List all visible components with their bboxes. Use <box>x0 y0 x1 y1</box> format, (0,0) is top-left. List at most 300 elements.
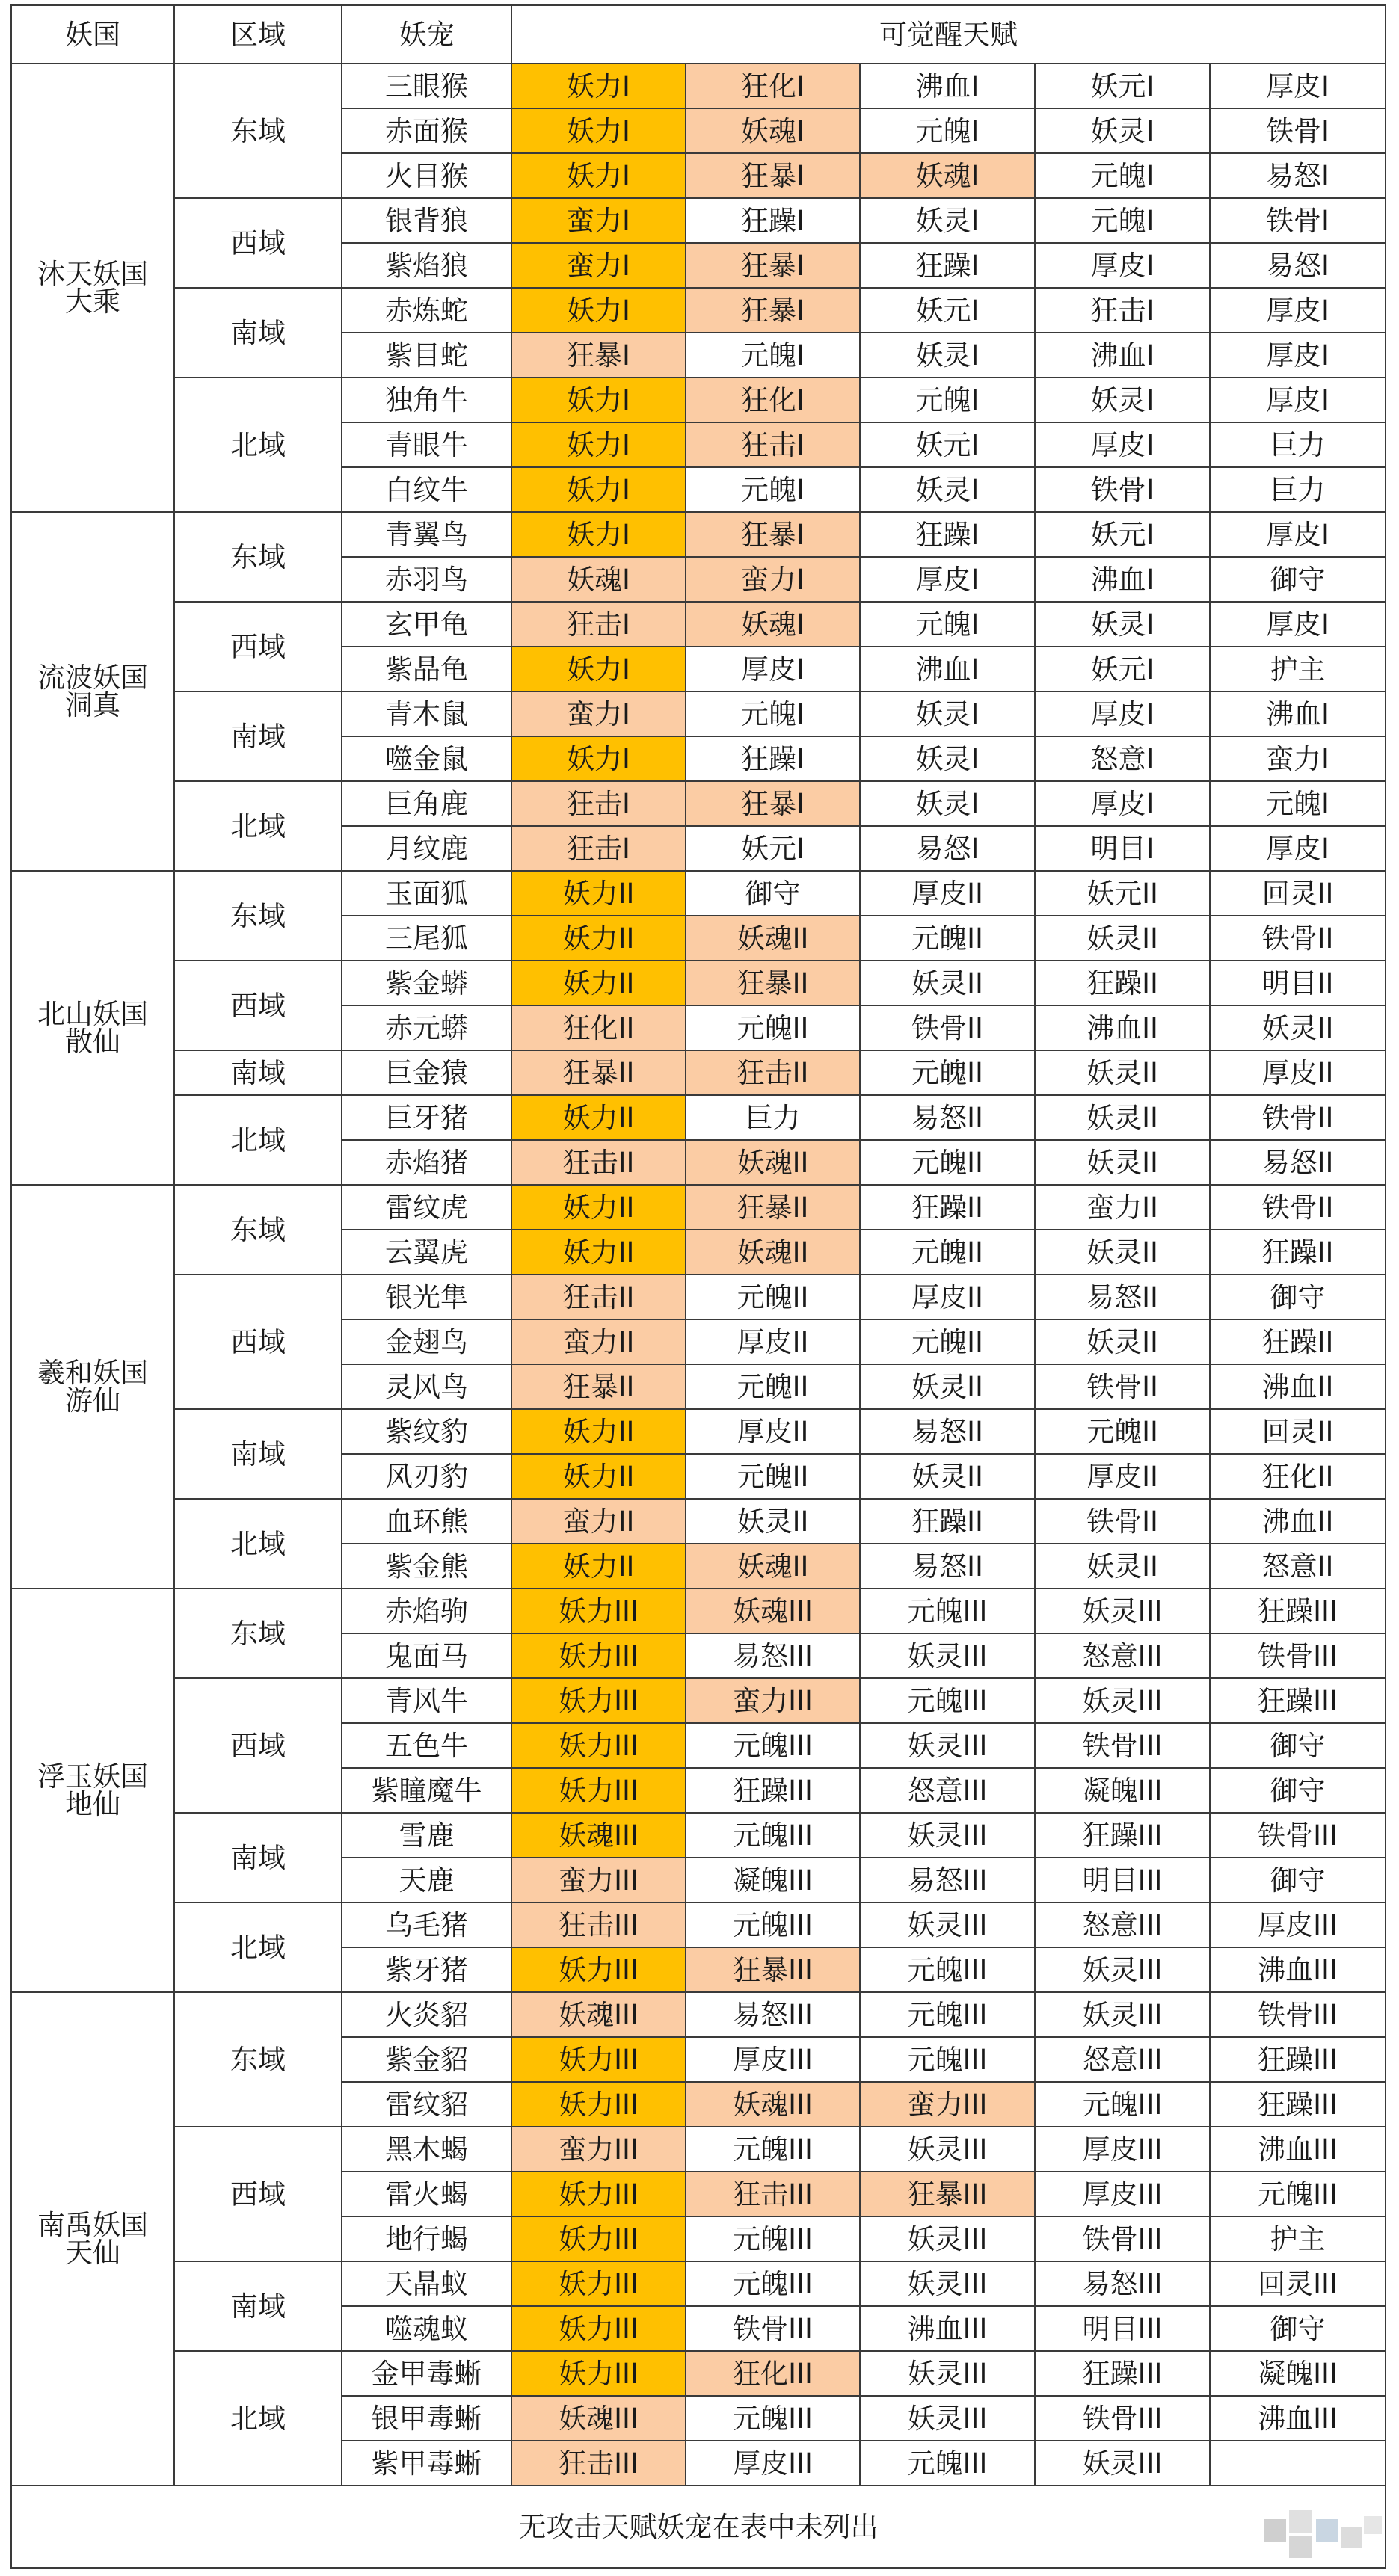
pet-name-cell: 金翅鸟 <box>342 1319 511 1364</box>
talent-cell: 妖灵III <box>860 1723 1035 1768</box>
talent-cell: 元魄III <box>860 1678 1035 1723</box>
talent-cell: 铁骨III <box>1035 2396 1210 2441</box>
talent-cell: 妖力III <box>511 2216 686 2261</box>
talent-cell <box>1210 2441 1386 2486</box>
talent-cell: 狂躁III <box>1210 1589 1386 1633</box>
talent-cell: 元魄III <box>860 1947 1035 1992</box>
talent-cell: 铁骨III <box>686 2306 860 2351</box>
talent-cell: 蛮力I <box>511 691 686 736</box>
talent-cell: 妖魂II <box>686 1140 860 1185</box>
kingdom-cell: 南禹妖国 天仙 <box>11 1992 174 2486</box>
pet-name-cell: 青木鼠 <box>342 691 511 736</box>
talent-cell: 妖魂III <box>511 2396 686 2441</box>
talent-cell: 妖力III <box>511 2037 686 2082</box>
talent-cell: 元魄III <box>686 2396 860 2441</box>
pet-name-cell: 赤面猴 <box>342 108 511 153</box>
pet-name-cell: 乌毛猪 <box>342 1902 511 1947</box>
talent-cell: 妖灵II <box>1035 916 1210 961</box>
talent-cell: 妖力I <box>511 64 686 108</box>
pet-name-cell: 紫目蛇 <box>342 333 511 378</box>
talent-cell: 易怒I <box>1210 243 1386 288</box>
region-cell: 南域 <box>174 1409 342 1499</box>
talent-cell: 怒意III <box>860 1768 1035 1813</box>
talent-cell: 厚皮II <box>860 1275 1035 1319</box>
talent-cell: 凝魄III <box>1210 2351 1386 2396</box>
region-cell: 东域 <box>174 1992 342 2127</box>
talent-cell: 狂击I <box>686 422 860 467</box>
talent-cell: 凝魄III <box>1035 1768 1210 1813</box>
talent-cell: 妖灵II <box>860 1364 1035 1409</box>
talent-cell: 沸血III <box>860 2306 1035 2351</box>
region-cell: 东域 <box>174 871 342 961</box>
talent-cell: 妖灵III <box>1035 2441 1210 2486</box>
pet-name-cell: 赤焰猪 <box>342 1140 511 1185</box>
talent-cell: 元魄I <box>1210 781 1386 826</box>
talent-cell: 妖力III <box>511 1723 686 1768</box>
talent-cell: 沸血III <box>1210 1947 1386 1992</box>
talent-cell: 御守 <box>1210 557 1386 602</box>
talent-cell: 妖灵III <box>860 1902 1035 1947</box>
region-cell: 南域 <box>174 1050 342 1095</box>
talent-cell: 怒意III <box>1035 1633 1210 1678</box>
talent-cell: 元魄I <box>686 333 860 378</box>
talent-cell: 妖元II <box>1035 871 1210 916</box>
talent-cell: 妖力III <box>511 1768 686 1813</box>
talent-cell: 狂躁III <box>1210 1678 1386 1723</box>
talent-cell: 铁骨II <box>1035 1499 1210 1544</box>
kingdom-cell: 沐天妖国 大乘 <box>11 64 174 512</box>
talent-cell: 沸血I <box>860 64 1035 108</box>
talent-cell: 妖力I <box>511 422 686 467</box>
pet-name-cell: 巨角鹿 <box>342 781 511 826</box>
talent-cell: 御守 <box>686 871 860 916</box>
talent-cell: 元魄III <box>686 1723 860 1768</box>
talent-cell: 蛮力III <box>686 1678 860 1723</box>
talent-cell: 妖魂I <box>686 108 860 153</box>
talent-cell: 妖灵I <box>860 736 1035 781</box>
talent-cell: 元魄III <box>686 2127 860 2172</box>
talent-cell: 巨力 <box>686 1095 860 1140</box>
pet-name-cell: 巨牙猪 <box>342 1095 511 1140</box>
pet-name-cell: 紫金蟒 <box>342 961 511 1005</box>
talent-cell: 狂击II <box>686 1050 860 1095</box>
talent-cell: 狂躁III <box>1210 2082 1386 2127</box>
talent-cell: 妖灵II <box>1035 1544 1210 1589</box>
talent-cell: 妖灵III <box>860 2127 1035 2172</box>
pet-name-cell: 紫焰狼 <box>342 243 511 288</box>
talent-cell: 铁骨III <box>1035 1723 1210 1768</box>
talent-cell: 妖魂III <box>686 2082 860 2127</box>
talent-cell: 厚皮III <box>686 2037 860 2082</box>
talent-cell: 沸血II <box>1035 1005 1210 1050</box>
talent-cell: 狂躁I <box>860 512 1035 557</box>
talent-cell: 蛮力I <box>511 243 686 288</box>
talent-cell: 狂躁I <box>686 736 860 781</box>
talent-cell: 妖元I <box>860 422 1035 467</box>
header-pet: 妖宠 <box>342 5 511 64</box>
pet-name-cell: 独角牛 <box>342 378 511 422</box>
talent-cell: 铁骨III <box>1210 1992 1386 2037</box>
pet-name-cell: 赤焰驹 <box>342 1589 511 1633</box>
pet-name-cell: 三眼猴 <box>342 64 511 108</box>
pet-name-cell: 黑木蝎 <box>342 2127 511 2172</box>
pet-name-cell: 银光隼 <box>342 1275 511 1319</box>
talent-cell: 妖灵III <box>860 1813 1035 1858</box>
pet-name-cell: 青翼鸟 <box>342 512 511 557</box>
pet-name-cell: 火目猴 <box>342 153 511 198</box>
talent-cell: 狂击III <box>511 2441 686 2486</box>
talent-cell: 妖力I <box>511 153 686 198</box>
talent-cell: 沸血I <box>860 647 1035 691</box>
talent-cell: 狂躁III <box>1035 2351 1210 2396</box>
talent-cell: 铁骨I <box>1035 467 1210 512</box>
talent-cell: 铁骨II <box>1035 1364 1210 1409</box>
talent-cell: 易怒III <box>686 1633 860 1678</box>
talent-cell: 狂躁II <box>1210 1319 1386 1364</box>
talent-cell: 妖力II <box>511 961 686 1005</box>
talent-table <box>10 4 1386 2569</box>
region-cell: 北域 <box>174 1499 342 1589</box>
pet-name-cell: 玄甲龟 <box>342 602 511 647</box>
talent-cell: 厚皮II <box>860 871 1035 916</box>
talent-cell: 厚皮II <box>686 1409 860 1454</box>
footer-note: 无攻击天赋妖宠在表中未列出 <box>11 2486 1386 2568</box>
talent-cell: 元魄II <box>686 1454 860 1499</box>
talent-cell: 巨力 <box>1210 422 1386 467</box>
talent-cell: 蛮力II <box>511 1499 686 1544</box>
talent-cell: 沸血I <box>1035 557 1210 602</box>
talent-table-wrapper <box>10 4 1385 2569</box>
talent-cell: 妖力III <box>511 2351 686 2396</box>
table-row <box>11 691 1386 736</box>
talent-cell: 元魄III <box>686 1902 860 1947</box>
table-row <box>11 1050 1386 1095</box>
footer-row <box>11 2486 1386 2568</box>
talent-cell: 妖魂II <box>686 916 860 961</box>
talent-cell: 妖灵II <box>1035 1095 1210 1140</box>
pet-name-cell: 雷纹虎 <box>342 1185 511 1230</box>
table-row <box>11 1185 1386 1230</box>
talent-cell: 元魄III <box>686 1813 860 1858</box>
talent-cell: 易怒III <box>1035 2261 1210 2306</box>
talent-cell: 元魄II <box>860 1140 1035 1185</box>
talent-cell: 妖力II <box>511 1095 686 1140</box>
talent-cell: 怒意III <box>1035 1902 1210 1947</box>
region-cell: 南域 <box>174 691 342 781</box>
talent-cell: 厚皮I <box>1035 243 1210 288</box>
table-row <box>11 2261 1386 2306</box>
talent-cell: 妖力III <box>511 1947 686 1992</box>
talent-cell: 妖力II <box>511 1409 686 1454</box>
region-cell: 北域 <box>174 781 342 871</box>
talent-cell: 厚皮I <box>1210 333 1386 378</box>
header-kingdom: 妖国 <box>11 5 174 64</box>
talent-cell: 元魄I <box>1035 198 1210 243</box>
talent-cell: 沸血III <box>1210 2396 1386 2441</box>
region-cell: 北域 <box>174 2351 342 2486</box>
kingdom-cell: 羲和妖国 游仙 <box>11 1185 174 1589</box>
table-row <box>11 512 1386 557</box>
talent-cell: 妖力III <box>511 1678 686 1723</box>
pet-name-cell: 紫金貂 <box>342 2037 511 2082</box>
pet-name-cell: 紫牙猪 <box>342 1947 511 1992</box>
talent-cell: 妖灵II <box>1035 1319 1210 1364</box>
talent-cell: 沸血III <box>1210 2127 1386 2172</box>
talent-cell: 妖元I <box>860 288 1035 333</box>
talent-cell: 厚皮II <box>686 1319 860 1364</box>
talent-cell: 御守 <box>1210 1768 1386 1813</box>
pet-name-cell: 紫金熊 <box>342 1544 511 1589</box>
pet-name-cell: 月纹鹿 <box>342 826 511 871</box>
table-row <box>11 1409 1386 1454</box>
talent-cell: 妖力II <box>511 1454 686 1499</box>
talent-cell: 怒意I <box>1035 736 1210 781</box>
talent-cell: 明目I <box>1035 826 1210 871</box>
pet-name-cell: 云翼虎 <box>342 1230 511 1275</box>
talent-cell: 妖力I <box>511 108 686 153</box>
table-row <box>11 1499 1386 1544</box>
pet-name-cell: 青风牛 <box>342 1678 511 1723</box>
talent-cell: 狂击II <box>511 1140 686 1185</box>
talent-cell: 妖力II <box>511 1230 686 1275</box>
pet-name-cell: 噬金鼠 <box>342 736 511 781</box>
talent-cell: 蛮力II <box>1035 1185 1210 1230</box>
table-row <box>11 961 1386 1005</box>
region-cell: 南域 <box>174 288 342 378</box>
header-region: 区域 <box>174 5 342 64</box>
pet-name-cell: 三尾狐 <box>342 916 511 961</box>
talent-cell: 狂击III <box>686 2172 860 2216</box>
talent-cell: 元魄II <box>686 1005 860 1050</box>
talent-cell: 厚皮I <box>860 557 1035 602</box>
region-cell: 南域 <box>174 2261 342 2351</box>
talent-cell: 妖灵II <box>860 961 1035 1005</box>
talent-cell: 妖力II <box>511 871 686 916</box>
pet-name-cell: 白纹牛 <box>342 467 511 512</box>
talent-cell: 元魄II <box>860 916 1035 961</box>
talent-cell: 妖灵II <box>1035 1050 1210 1095</box>
talent-cell: 蛮力III <box>860 2082 1035 2127</box>
talent-cell: 元魄II <box>686 1364 860 1409</box>
talent-cell: 妖元I <box>1035 64 1210 108</box>
talent-cell: 妖魂I <box>511 557 686 602</box>
talent-cell: 易怒II <box>1210 1140 1386 1185</box>
talent-cell: 妖魂I <box>686 602 860 647</box>
pet-name-cell: 紫瞳魔牛 <box>342 1768 511 1813</box>
talent-cell: 狂化II <box>511 1005 686 1050</box>
talent-cell: 妖灵II <box>1035 1230 1210 1275</box>
region-cell: 西域 <box>174 1678 342 1813</box>
talent-cell: 元魄I <box>860 602 1035 647</box>
talent-cell: 怒意III <box>1035 2037 1210 2082</box>
talent-cell: 元魄I <box>1035 153 1210 198</box>
talent-cell: 妖灵I <box>860 781 1035 826</box>
talent-cell: 妖灵III <box>1035 1589 1210 1633</box>
table-row <box>11 1095 1386 1140</box>
talent-cell: 狂击I <box>511 826 686 871</box>
talent-cell: 妖力III <box>511 2082 686 2127</box>
talent-cell: 狂躁II <box>1035 961 1210 1005</box>
talent-cell: 妖魂III <box>511 1992 686 2037</box>
kingdom-cell: 浮玉妖国 地仙 <box>11 1589 174 1992</box>
talent-cell: 妖力I <box>511 512 686 557</box>
talent-cell: 妖力I <box>511 736 686 781</box>
talent-cell: 厚皮I <box>1210 288 1386 333</box>
pet-name-cell: 玉面狐 <box>342 871 511 916</box>
talent-cell: 厚皮I <box>1210 378 1386 422</box>
table-row <box>11 1813 1386 1858</box>
talent-cell: 狂暴I <box>686 243 860 288</box>
region-cell: 西域 <box>174 2127 342 2261</box>
region-cell: 东域 <box>174 512 342 602</box>
table-row <box>11 2351 1386 2396</box>
talent-cell: 易怒II <box>1035 1275 1210 1319</box>
header-talents: 可觉醒天赋 <box>511 5 1386 64</box>
pet-name-cell: 青眼牛 <box>342 422 511 467</box>
talent-cell: 狂暴II <box>686 961 860 1005</box>
kingdom-cell: 流波妖国 洞真 <box>11 512 174 871</box>
region-cell: 北域 <box>174 1902 342 1992</box>
talent-cell: 厚皮II <box>1210 1050 1386 1095</box>
pet-name-cell: 火炎貂 <box>342 1992 511 2037</box>
talent-cell: 元魄I <box>860 108 1035 153</box>
table-row <box>11 871 1386 916</box>
talent-cell: 妖灵III <box>860 2396 1035 2441</box>
talent-cell: 妖灵I <box>1035 602 1210 647</box>
talent-cell: 铁骨II <box>1210 916 1386 961</box>
talent-cell: 厚皮III <box>1035 2127 1210 2172</box>
region-cell: 西域 <box>174 1275 342 1409</box>
talent-cell: 厚皮I <box>1035 422 1210 467</box>
talent-cell: 铁骨II <box>1210 1185 1386 1230</box>
talent-cell: 元魄II <box>860 1319 1035 1364</box>
talent-cell: 厚皮II <box>1035 1454 1210 1499</box>
talent-cell: 厚皮III <box>686 2441 860 2486</box>
talent-cell: 妖魂II <box>686 1230 860 1275</box>
talent-cell: 狂化I <box>686 378 860 422</box>
pet-name-cell: 紫甲毒蜥 <box>342 2441 511 2486</box>
talent-cell: 厚皮I <box>1210 602 1386 647</box>
talent-cell: 易怒III <box>686 1992 860 2037</box>
talent-cell: 厚皮III <box>1210 1902 1386 1947</box>
table-row <box>11 64 1386 108</box>
talent-cell: 狂击II <box>511 1275 686 1319</box>
talent-cell: 妖灵III <box>1035 1992 1210 2037</box>
table-row <box>11 1678 1386 1723</box>
talent-cell: 易怒III <box>860 1858 1035 1902</box>
talent-cell: 怒意II <box>1210 1544 1386 1589</box>
talent-cell: 妖力III <box>511 1633 686 1678</box>
talent-cell: 御守 <box>1210 1858 1386 1902</box>
region-cell: 北域 <box>174 1095 342 1185</box>
talent-cell: 狂躁I <box>686 198 860 243</box>
pet-name-cell: 灵风鸟 <box>342 1364 511 1409</box>
region-cell: 东域 <box>174 1589 342 1678</box>
region-cell: 东域 <box>174 64 342 198</box>
talent-cell: 妖力I <box>511 467 686 512</box>
talent-cell: 妖元I <box>1035 647 1210 691</box>
talent-cell: 易怒I <box>1210 153 1386 198</box>
talent-cell: 铁骨II <box>860 1005 1035 1050</box>
talent-cell: 铁骨I <box>1210 108 1386 153</box>
header-row <box>11 5 1386 64</box>
talent-cell: 巨力 <box>1210 467 1386 512</box>
talent-cell: 铁骨III <box>1210 1813 1386 1858</box>
talent-cell: 狂暴I <box>686 781 860 826</box>
kingdom-cell: 北山妖国 散仙 <box>11 871 174 1185</box>
table-row <box>11 198 1386 243</box>
talent-cell: 妖灵II <box>1210 1005 1386 1050</box>
pet-name-cell: 五色牛 <box>342 1723 511 1768</box>
talent-cell: 妖力I <box>511 288 686 333</box>
talent-cell: 狂躁III <box>1035 1813 1210 1858</box>
pet-name-cell: 地行蝎 <box>342 2216 511 2261</box>
talent-cell: 元魄III <box>1035 2082 1210 2127</box>
talent-cell: 狂暴II <box>511 1364 686 1409</box>
talent-cell: 御守 <box>1210 2306 1386 2351</box>
talent-cell: 元魄III <box>686 2216 860 2261</box>
talent-cell: 妖灵III <box>1035 1947 1210 1992</box>
talent-cell: 铁骨III <box>1210 1633 1386 1678</box>
talent-cell: 沸血II <box>1210 1364 1386 1409</box>
talent-cell: 妖灵II <box>860 1454 1035 1499</box>
talent-cell: 妖灵III <box>860 2216 1035 2261</box>
region-cell: 南域 <box>174 1813 342 1902</box>
pet-name-cell: 紫晶龟 <box>342 647 511 691</box>
talent-cell: 蛮力III <box>511 2127 686 2172</box>
talent-cell: 元魄III <box>860 1589 1035 1633</box>
pet-name-cell: 噬魂蚁 <box>342 2306 511 2351</box>
talent-cell: 厚皮I <box>1210 826 1386 871</box>
talent-cell: 沸血I <box>1210 691 1386 736</box>
talent-cell: 狂暴II <box>511 1050 686 1095</box>
talent-cell: 明目III <box>1035 1858 1210 1902</box>
talent-cell: 妖灵III <box>1035 1678 1210 1723</box>
talent-cell: 狂暴I <box>686 512 860 557</box>
talent-cell: 妖魂II <box>686 1544 860 1589</box>
talent-cell: 妖魂III <box>511 1813 686 1858</box>
talent-cell: 狂暴I <box>686 153 860 198</box>
talent-cell: 妖灵I <box>860 198 1035 243</box>
talent-cell: 妖灵I <box>860 333 1035 378</box>
pet-name-cell: 金甲毒蜥 <box>342 2351 511 2396</box>
talent-cell: 沸血II <box>1210 1499 1386 1544</box>
talent-cell: 狂暴I <box>686 288 860 333</box>
talent-cell: 厚皮I <box>1035 691 1210 736</box>
talent-cell: 狂躁II <box>1210 1230 1386 1275</box>
talent-cell: 回灵II <box>1210 871 1386 916</box>
talent-cell: 元魄II <box>860 1050 1035 1095</box>
talent-cell: 厚皮III <box>1035 2172 1210 2216</box>
talent-cell: 妖灵I <box>860 691 1035 736</box>
region-cell: 西域 <box>174 602 342 691</box>
table-row <box>11 602 1386 647</box>
talent-cell: 厚皮I <box>686 647 860 691</box>
talent-cell: 妖魂III <box>686 1589 860 1633</box>
talent-cell: 狂击III <box>511 1902 686 1947</box>
talent-cell: 元魄I <box>860 378 1035 422</box>
talent-cell: 狂躁III <box>686 1768 860 1813</box>
region-cell: 西域 <box>174 961 342 1050</box>
talent-cell: 狂暴III <box>860 2172 1035 2216</box>
talent-cell: 妖灵I <box>1035 378 1210 422</box>
talent-cell: 狂击I <box>511 781 686 826</box>
talent-cell: 厚皮I <box>1210 64 1386 108</box>
talent-cell: 元魄III <box>686 2261 860 2306</box>
talent-cell: 蛮力I <box>686 557 860 602</box>
talent-cell: 沸血I <box>1035 333 1210 378</box>
talent-cell: 元魄III <box>860 2441 1035 2486</box>
